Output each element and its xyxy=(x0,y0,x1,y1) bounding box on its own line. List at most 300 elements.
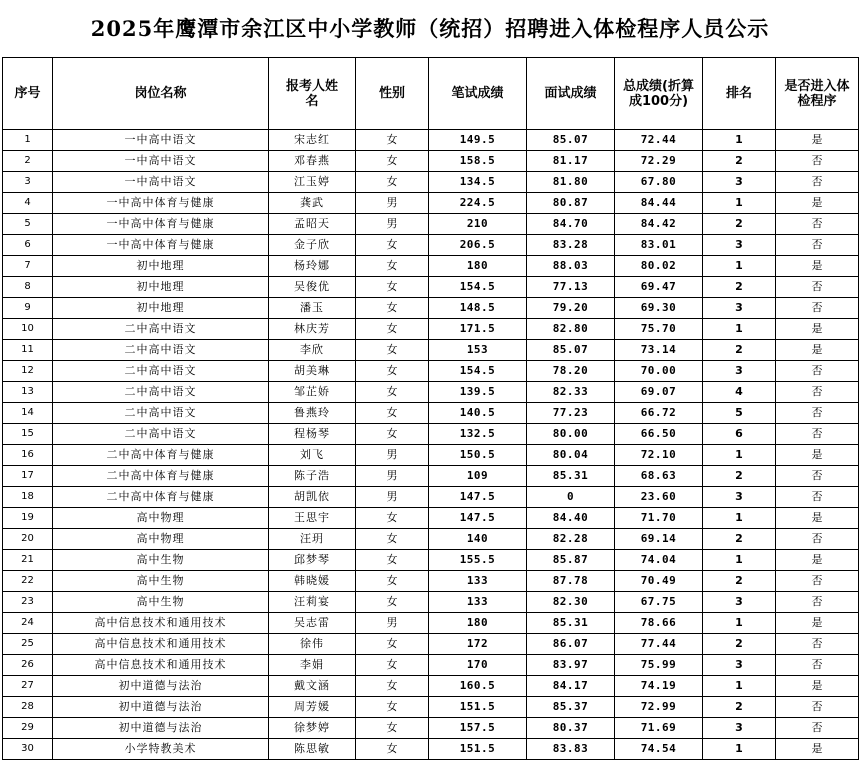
cell-seq: 5 xyxy=(3,214,53,235)
table-row xyxy=(3,361,859,382)
cell-total: 73.14 xyxy=(615,340,703,361)
cell-total: 66.72 xyxy=(615,403,703,424)
cell-rank: 2 xyxy=(703,529,776,550)
cell-rank: 2 xyxy=(703,466,776,487)
cell-written: 148.5 xyxy=(429,298,527,319)
cell-position: 一中高中体育与健康 xyxy=(53,193,269,214)
cell-total: 69.30 xyxy=(615,298,703,319)
cell-total: 71.70 xyxy=(615,508,703,529)
cell-interview: 77.23 xyxy=(527,403,615,424)
cell-enter: 否 xyxy=(776,487,859,508)
cell-total: 84.42 xyxy=(615,214,703,235)
table-row xyxy=(3,172,859,193)
cell-name: 潘玉 xyxy=(269,298,356,319)
table-row xyxy=(3,487,859,508)
cell-rank: 2 xyxy=(703,214,776,235)
table-row xyxy=(3,403,859,424)
cell-rank: 2 xyxy=(703,277,776,298)
cell-position: 一中高中体育与健康 xyxy=(53,235,269,256)
cell-total: 78.66 xyxy=(615,613,703,634)
cell-name: 李娟 xyxy=(269,655,356,676)
cell-seq: 15 xyxy=(3,424,53,445)
cell-total: 74.54 xyxy=(615,739,703,760)
table-row xyxy=(3,613,859,634)
cell-enter: 是 xyxy=(776,613,859,634)
cell-gender: 女 xyxy=(356,172,429,193)
cell-interview: 85.07 xyxy=(527,340,615,361)
cell-interview: 83.28 xyxy=(527,235,615,256)
table-row xyxy=(3,529,859,550)
cell-enter: 否 xyxy=(776,382,859,403)
cell-rank: 2 xyxy=(703,697,776,718)
cell-written: 133 xyxy=(429,571,527,592)
cell-gender: 女 xyxy=(356,676,429,697)
cell-enter: 是 xyxy=(776,445,859,466)
cell-position: 二中高中语文 xyxy=(53,403,269,424)
cell-total: 72.29 xyxy=(615,151,703,172)
cell-enter: 否 xyxy=(776,592,859,613)
cell-name: 汪莉宴 xyxy=(269,592,356,613)
cell-gender: 女 xyxy=(356,277,429,298)
cell-name: 龚武 xyxy=(269,193,356,214)
cell-position: 二中高中体育与健康 xyxy=(53,487,269,508)
cell-gender: 女 xyxy=(356,256,429,277)
cell-gender: 女 xyxy=(356,424,429,445)
cell-gender: 女 xyxy=(356,529,429,550)
cell-written: 139.5 xyxy=(429,382,527,403)
cell-rank: 1 xyxy=(703,256,776,277)
table-row xyxy=(3,508,859,529)
table-row xyxy=(3,214,859,235)
cell-interview: 84.40 xyxy=(527,508,615,529)
cell-enter: 是 xyxy=(776,193,859,214)
cell-name: 胡凯依 xyxy=(269,487,356,508)
cell-position: 初中地理 xyxy=(53,277,269,298)
cell-gender: 女 xyxy=(356,235,429,256)
cell-written: 155.5 xyxy=(429,550,527,571)
cell-interview: 0 xyxy=(527,487,615,508)
cell-name: 吴俊优 xyxy=(269,277,356,298)
cell-total: 75.70 xyxy=(615,319,703,340)
cell-position: 一中高中语文 xyxy=(53,151,269,172)
cell-position: 二中高中体育与健康 xyxy=(53,445,269,466)
cell-seq: 11 xyxy=(3,340,53,361)
table-row xyxy=(3,445,859,466)
header-row xyxy=(3,58,859,130)
header-gender: 性别 xyxy=(356,58,429,130)
table-row xyxy=(3,718,859,739)
cell-seq: 17 xyxy=(3,466,53,487)
cell-enter: 是 xyxy=(776,340,859,361)
cell-written: 132.5 xyxy=(429,424,527,445)
cell-written: 154.5 xyxy=(429,277,527,298)
cell-rank: 6 xyxy=(703,424,776,445)
cell-enter: 是 xyxy=(776,676,859,697)
cell-rank: 1 xyxy=(703,130,776,151)
cell-written: 157.5 xyxy=(429,718,527,739)
cell-interview: 88.03 xyxy=(527,256,615,277)
cell-seq: 6 xyxy=(3,235,53,256)
cell-enter: 否 xyxy=(776,424,859,445)
cell-total: 72.99 xyxy=(615,697,703,718)
cell-gender: 男 xyxy=(356,193,429,214)
cell-rank: 1 xyxy=(703,193,776,214)
cell-interview: 83.97 xyxy=(527,655,615,676)
cell-enter: 否 xyxy=(776,634,859,655)
cell-written: 147.5 xyxy=(429,487,527,508)
cell-position: 高中信息技术和通用技术 xyxy=(53,613,269,634)
cell-seq: 24 xyxy=(3,613,53,634)
cell-interview: 81.80 xyxy=(527,172,615,193)
page-title: 2025年鹰潭市余江区中小学教师（统招）招聘进入体检程序人员公示 xyxy=(90,16,770,41)
cell-written: 147.5 xyxy=(429,508,527,529)
cell-written: 170 xyxy=(429,655,527,676)
cell-total: 72.10 xyxy=(615,445,703,466)
cell-position: 高中物理 xyxy=(53,529,269,550)
cell-interview: 84.70 xyxy=(527,214,615,235)
cell-name: 林庆芳 xyxy=(269,319,356,340)
cell-written: 140 xyxy=(429,529,527,550)
cell-total: 68.63 xyxy=(615,466,703,487)
cell-written: 153 xyxy=(429,340,527,361)
cell-gender: 女 xyxy=(356,550,429,571)
cell-interview: 82.33 xyxy=(527,382,615,403)
cell-name: 孟昭天 xyxy=(269,214,356,235)
cell-seq: 20 xyxy=(3,529,53,550)
table-row xyxy=(3,277,859,298)
cell-seq: 13 xyxy=(3,382,53,403)
cell-total: 67.80 xyxy=(615,172,703,193)
cell-position: 二中高中语文 xyxy=(53,361,269,382)
cell-position: 高中信息技术和通用技术 xyxy=(53,634,269,655)
cell-gender: 男 xyxy=(356,613,429,634)
table-row xyxy=(3,634,859,655)
cell-name: 徐梦婷 xyxy=(269,718,356,739)
cell-gender: 男 xyxy=(356,445,429,466)
table-row xyxy=(3,193,859,214)
cell-total: 77.44 xyxy=(615,634,703,655)
cell-rank: 1 xyxy=(703,508,776,529)
cell-position: 初中道德与法治 xyxy=(53,718,269,739)
cell-seq: 25 xyxy=(3,634,53,655)
cell-rank: 1 xyxy=(703,676,776,697)
cell-seq: 19 xyxy=(3,508,53,529)
cell-enter: 否 xyxy=(776,235,859,256)
cell-gender: 女 xyxy=(356,151,429,172)
cell-written: 109 xyxy=(429,466,527,487)
table-row xyxy=(3,739,859,760)
cell-total: 67.75 xyxy=(615,592,703,613)
cell-written: 151.5 xyxy=(429,739,527,760)
cell-interview: 80.00 xyxy=(527,424,615,445)
cell-position: 一中高中体育与健康 xyxy=(53,214,269,235)
table-row xyxy=(3,151,859,172)
cell-gender: 女 xyxy=(356,361,429,382)
table-row xyxy=(3,466,859,487)
cell-total: 69.47 xyxy=(615,277,703,298)
cell-position: 初中地理 xyxy=(53,298,269,319)
cell-name: 程杨琴 xyxy=(269,424,356,445)
cell-name: 戴文涵 xyxy=(269,676,356,697)
cell-name: 徐伟 xyxy=(269,634,356,655)
cell-seq: 10 xyxy=(3,319,53,340)
header-seq: 序号 xyxy=(3,58,53,130)
cell-enter: 是 xyxy=(776,508,859,529)
cell-rank: 5 xyxy=(703,403,776,424)
cell-written: 150.5 xyxy=(429,445,527,466)
cell-gender: 男 xyxy=(356,214,429,235)
cell-gender: 女 xyxy=(356,739,429,760)
cell-written: 172 xyxy=(429,634,527,655)
cell-seq: 30 xyxy=(3,739,53,760)
cell-seq: 26 xyxy=(3,655,53,676)
cell-gender: 女 xyxy=(356,718,429,739)
table-row xyxy=(3,382,859,403)
cell-interview: 80.37 xyxy=(527,718,615,739)
cell-total: 74.19 xyxy=(615,676,703,697)
cell-seq: 22 xyxy=(3,571,53,592)
cell-interview: 83.83 xyxy=(527,739,615,760)
cell-written: 171.5 xyxy=(429,319,527,340)
cell-rank: 2 xyxy=(703,340,776,361)
cell-enter: 是 xyxy=(776,550,859,571)
cell-gender: 女 xyxy=(356,634,429,655)
cell-position: 二中高中语文 xyxy=(53,424,269,445)
cell-name: 邓春燕 xyxy=(269,151,356,172)
cell-gender: 女 xyxy=(356,382,429,403)
cell-enter: 否 xyxy=(776,214,859,235)
cell-position: 初中道德与法治 xyxy=(53,697,269,718)
cell-total: 71.69 xyxy=(615,718,703,739)
cell-name: 胡美琳 xyxy=(269,361,356,382)
cell-seq: 29 xyxy=(3,718,53,739)
cell-name: 杨玲娜 xyxy=(269,256,356,277)
cell-name: 邱梦琴 xyxy=(269,550,356,571)
cell-interview: 86.07 xyxy=(527,634,615,655)
cell-enter: 否 xyxy=(776,403,859,424)
cell-seq: 4 xyxy=(3,193,53,214)
table-row xyxy=(3,655,859,676)
cell-rank: 2 xyxy=(703,634,776,655)
cell-gender: 女 xyxy=(356,508,429,529)
results-table xyxy=(2,57,859,760)
cell-written: 151.5 xyxy=(429,697,527,718)
cell-name: 陈子浩 xyxy=(269,466,356,487)
cell-interview: 77.13 xyxy=(527,277,615,298)
cell-position: 初中地理 xyxy=(53,256,269,277)
cell-position: 二中高中语文 xyxy=(53,382,269,403)
cell-enter: 是 xyxy=(776,256,859,277)
cell-rank: 2 xyxy=(703,151,776,172)
cell-seq: 27 xyxy=(3,676,53,697)
cell-seq: 3 xyxy=(3,172,53,193)
cell-interview: 81.17 xyxy=(527,151,615,172)
cell-seq: 2 xyxy=(3,151,53,172)
cell-gender: 女 xyxy=(356,319,429,340)
cell-name: 邹芷娇 xyxy=(269,382,356,403)
cell-seq: 1 xyxy=(3,130,53,151)
cell-written: 210 xyxy=(429,214,527,235)
cell-position: 二中高中体育与健康 xyxy=(53,466,269,487)
cell-enter: 否 xyxy=(776,298,859,319)
cell-gender: 男 xyxy=(356,466,429,487)
cell-rank: 1 xyxy=(703,319,776,340)
cell-total: 69.07 xyxy=(615,382,703,403)
cell-written: 133 xyxy=(429,592,527,613)
cell-interview: 82.30 xyxy=(527,592,615,613)
cell-interview: 80.87 xyxy=(527,193,615,214)
cell-interview: 85.31 xyxy=(527,613,615,634)
notice-sheet xyxy=(2,0,858,760)
cell-name: 王思宇 xyxy=(269,508,356,529)
cell-position: 一中高中语文 xyxy=(53,130,269,151)
cell-position: 一中高中语文 xyxy=(53,172,269,193)
header-rank: 排名 xyxy=(703,58,776,130)
cell-enter: 是 xyxy=(776,130,859,151)
cell-seq: 14 xyxy=(3,403,53,424)
cell-interview: 85.31 xyxy=(527,466,615,487)
cell-enter: 否 xyxy=(776,529,859,550)
cell-enter: 否 xyxy=(776,466,859,487)
cell-gender: 男 xyxy=(356,487,429,508)
table-row xyxy=(3,256,859,277)
cell-seq: 16 xyxy=(3,445,53,466)
cell-interview: 80.04 xyxy=(527,445,615,466)
cell-written: 158.5 xyxy=(429,151,527,172)
table-row xyxy=(3,340,859,361)
cell-interview: 85.87 xyxy=(527,550,615,571)
table-row xyxy=(3,130,859,151)
cell-position: 高中信息技术和通用技术 xyxy=(53,655,269,676)
header-enter: 是否进入体检程序 xyxy=(776,58,859,130)
table-row xyxy=(3,235,859,256)
header-written: 笔试成绩 xyxy=(429,58,527,130)
cell-written: 206.5 xyxy=(429,235,527,256)
cell-seq: 23 xyxy=(3,592,53,613)
table-body xyxy=(3,130,859,760)
header-interview: 面试成绩 xyxy=(527,58,615,130)
cell-enter: 否 xyxy=(776,718,859,739)
cell-total: 83.01 xyxy=(615,235,703,256)
cell-written: 134.5 xyxy=(429,172,527,193)
cell-gender: 女 xyxy=(356,571,429,592)
cell-total: 84.44 xyxy=(615,193,703,214)
cell-name: 汪玥 xyxy=(269,529,356,550)
cell-rank: 3 xyxy=(703,235,776,256)
cell-gender: 女 xyxy=(356,655,429,676)
cell-name: 韩晓媛 xyxy=(269,571,356,592)
table-row xyxy=(3,298,859,319)
cell-seq: 21 xyxy=(3,550,53,571)
cell-interview: 82.80 xyxy=(527,319,615,340)
cell-rank: 3 xyxy=(703,298,776,319)
cell-rank: 2 xyxy=(703,571,776,592)
cell-gender: 女 xyxy=(356,592,429,613)
cell-rank: 1 xyxy=(703,550,776,571)
cell-name: 吴志雷 xyxy=(269,613,356,634)
table-row xyxy=(3,676,859,697)
cell-interview: 85.37 xyxy=(527,697,615,718)
cell-name: 李欣 xyxy=(269,340,356,361)
cell-position: 高中物理 xyxy=(53,508,269,529)
cell-name: 鲁燕玲 xyxy=(269,403,356,424)
cell-written: 160.5 xyxy=(429,676,527,697)
cell-rank: 3 xyxy=(703,718,776,739)
cell-interview: 82.28 xyxy=(527,529,615,550)
cell-total: 70.00 xyxy=(615,361,703,382)
table-row xyxy=(3,592,859,613)
cell-written: 154.5 xyxy=(429,361,527,382)
cell-enter: 否 xyxy=(776,571,859,592)
cell-enter: 否 xyxy=(776,151,859,172)
cell-total: 75.99 xyxy=(615,655,703,676)
cell-rank: 3 xyxy=(703,655,776,676)
cell-rank: 3 xyxy=(703,487,776,508)
table-row xyxy=(3,424,859,445)
cell-seq: 28 xyxy=(3,697,53,718)
cell-written: 180 xyxy=(429,256,527,277)
cell-total: 72.44 xyxy=(615,130,703,151)
cell-written: 140.5 xyxy=(429,403,527,424)
cell-rank: 4 xyxy=(703,382,776,403)
cell-enter: 否 xyxy=(776,655,859,676)
cell-interview: 87.78 xyxy=(527,571,615,592)
cell-enter: 否 xyxy=(776,361,859,382)
table-row xyxy=(3,319,859,340)
cell-total: 80.02 xyxy=(615,256,703,277)
table-row xyxy=(3,571,859,592)
cell-seq: 8 xyxy=(3,277,53,298)
cell-seq: 7 xyxy=(3,256,53,277)
header-position: 岗位名称 xyxy=(53,58,269,130)
header-name: 报考人姓名 xyxy=(269,58,356,130)
cell-position: 小学特教美术 xyxy=(53,739,269,760)
cell-written: 224.5 xyxy=(429,193,527,214)
cell-interview: 84.17 xyxy=(527,676,615,697)
cell-enter: 是 xyxy=(776,319,859,340)
cell-enter: 否 xyxy=(776,277,859,298)
table-row xyxy=(3,550,859,571)
cell-name: 周芳媛 xyxy=(269,697,356,718)
cell-rank: 1 xyxy=(703,613,776,634)
cell-position: 高中生物 xyxy=(53,592,269,613)
cell-gender: 女 xyxy=(356,340,429,361)
cell-position: 高中生物 xyxy=(53,550,269,571)
cell-written: 180 xyxy=(429,613,527,634)
cell-rank: 1 xyxy=(703,445,776,466)
cell-rank: 3 xyxy=(703,361,776,382)
cell-position: 二中高中语文 xyxy=(53,340,269,361)
cell-name: 金子欣 xyxy=(269,235,356,256)
cell-written: 149.5 xyxy=(429,130,527,151)
cell-rank: 1 xyxy=(703,739,776,760)
cell-name: 江玉婷 xyxy=(269,172,356,193)
cell-position: 初中道德与法治 xyxy=(53,676,269,697)
cell-position: 二中高中语文 xyxy=(53,319,269,340)
cell-total: 70.49 xyxy=(615,571,703,592)
cell-seq: 9 xyxy=(3,298,53,319)
cell-name: 宋志红 xyxy=(269,130,356,151)
header-total: 总成绩(折算成100分) xyxy=(615,58,703,130)
cell-enter: 是 xyxy=(776,739,859,760)
cell-name: 陈思敏 xyxy=(269,739,356,760)
cell-enter: 否 xyxy=(776,172,859,193)
cell-total: 23.60 xyxy=(615,487,703,508)
cell-gender: 女 xyxy=(356,130,429,151)
cell-interview: 79.20 xyxy=(527,298,615,319)
cell-total: 74.04 xyxy=(615,550,703,571)
cell-rank: 3 xyxy=(703,172,776,193)
